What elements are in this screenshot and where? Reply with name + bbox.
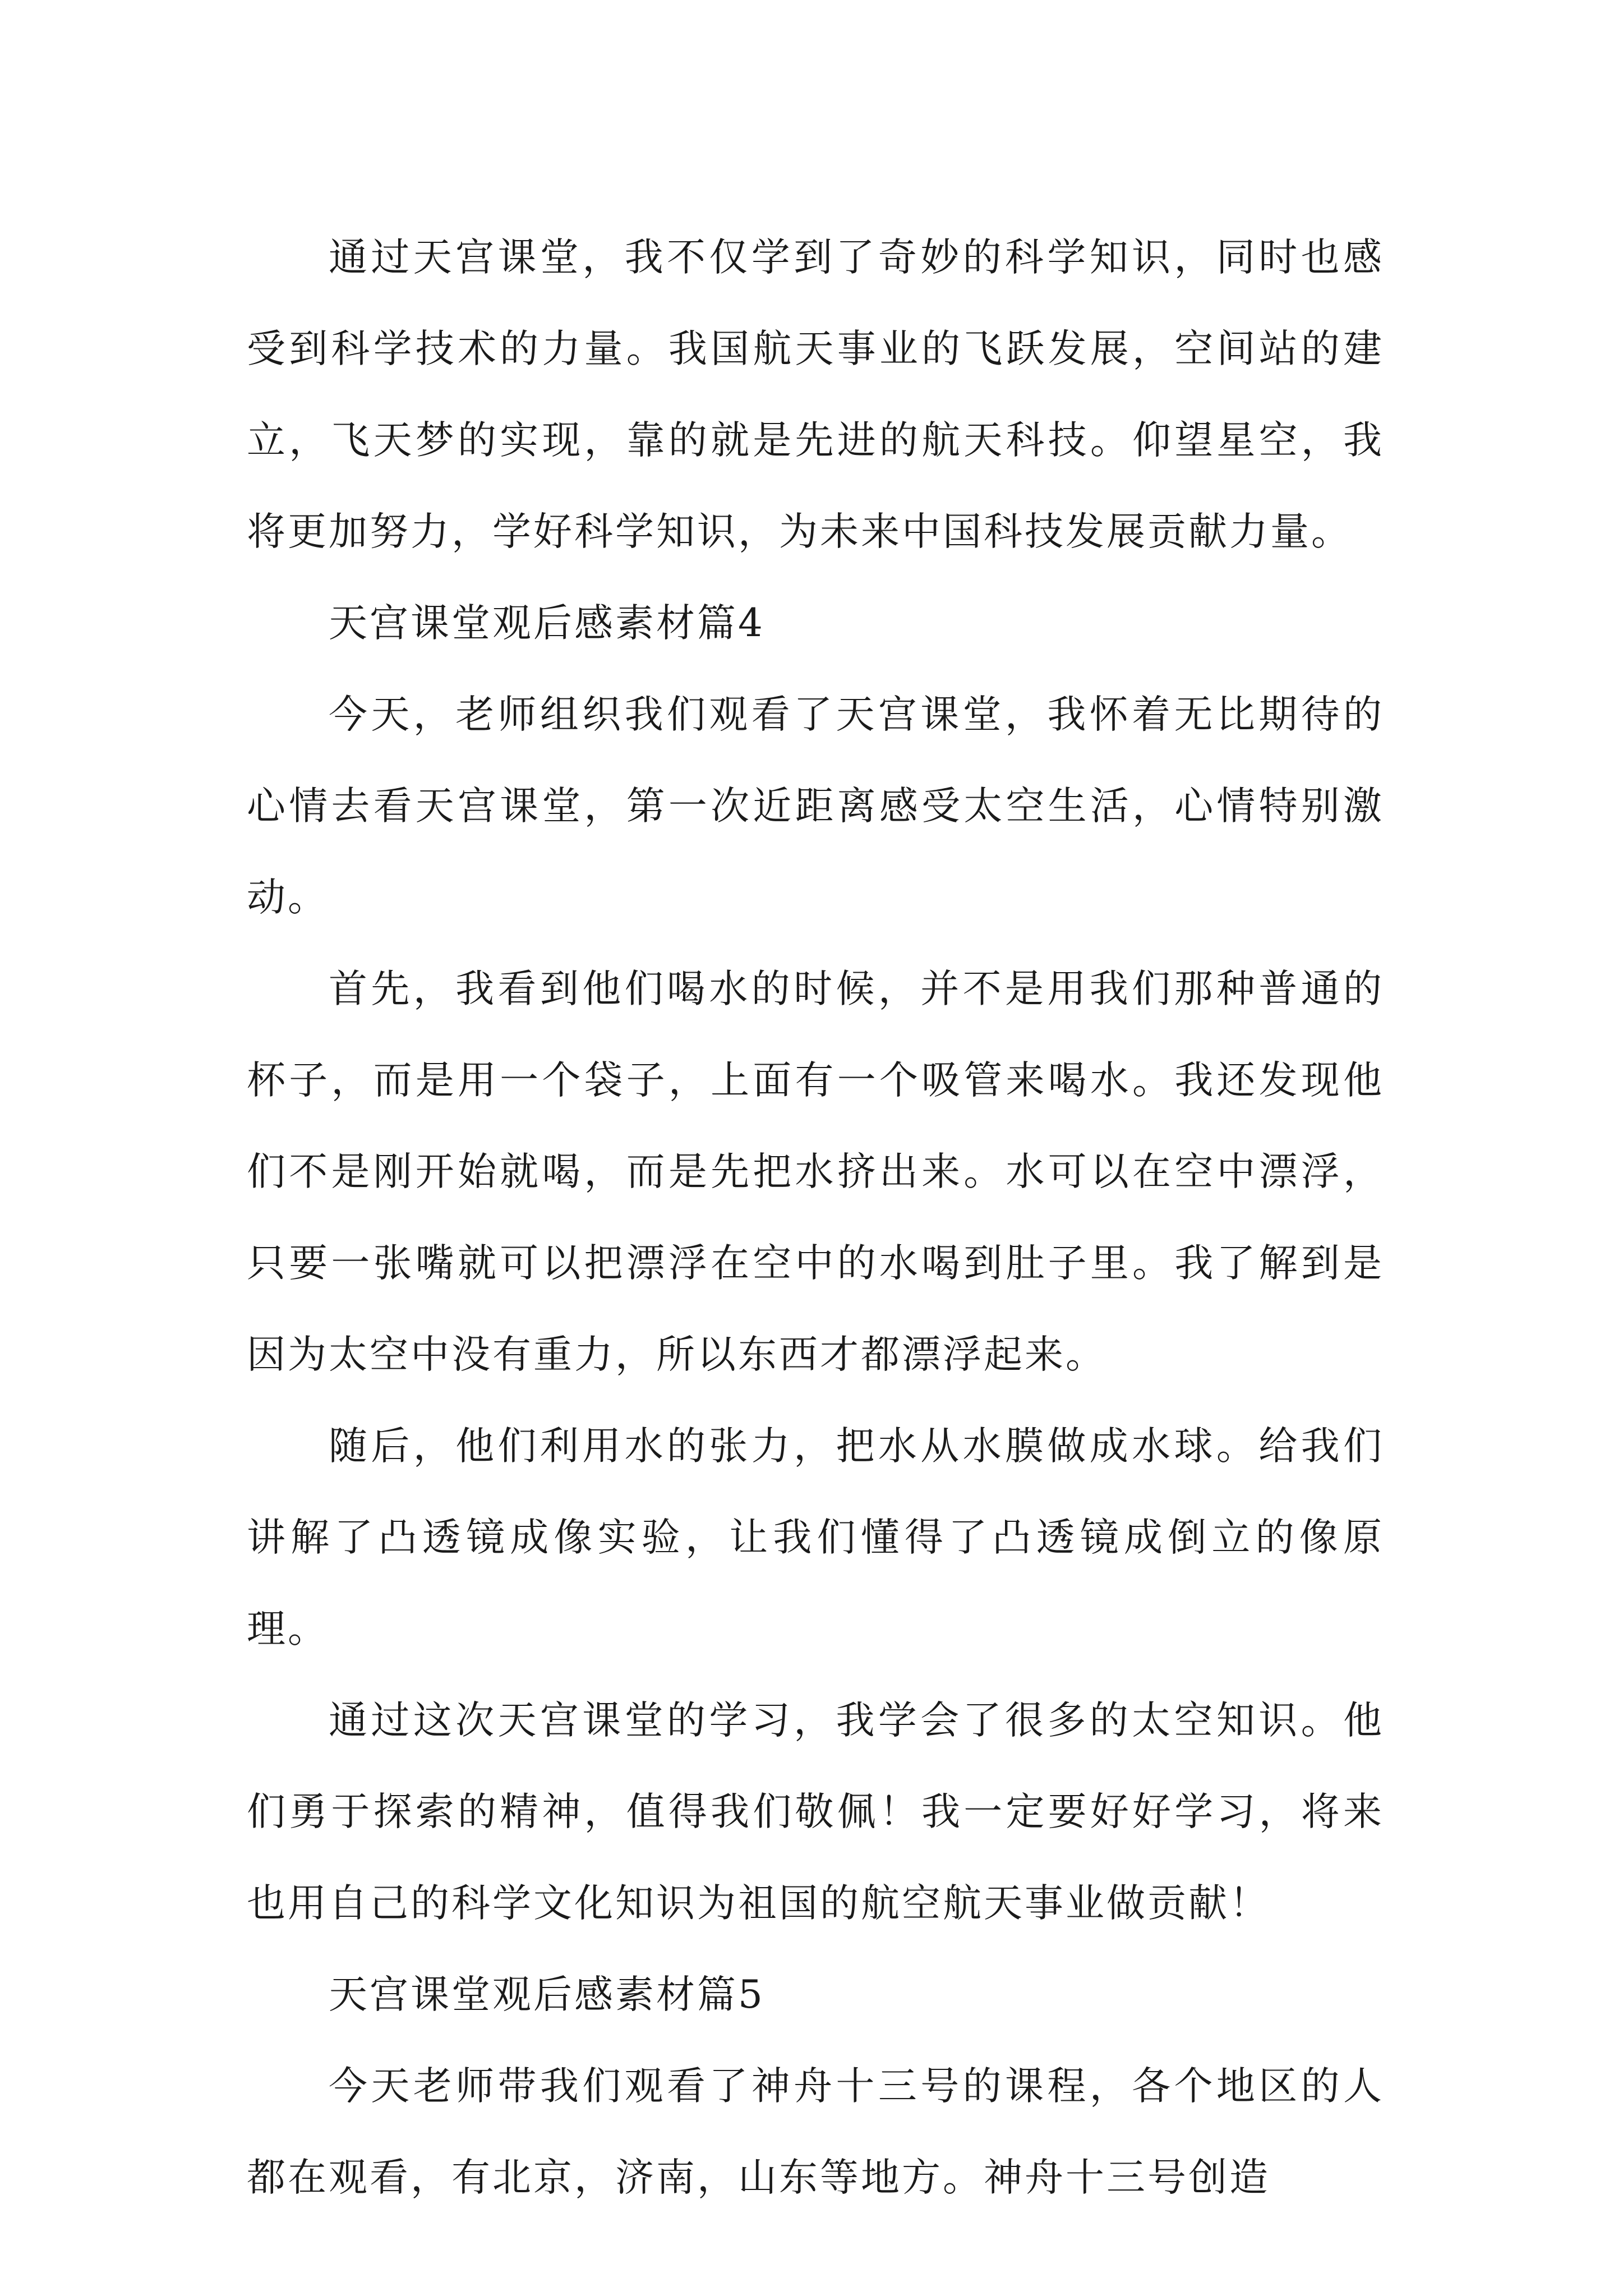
- paragraph: 首先，我看到他们喝水的时候，并不是用我们那种普通的杯子，而是用一个袋子，上面有一个吸管来喝水。我还发现他们不是刚开始就喝，而是先把水挤出来。水可以在空中漂浮，只要一张嘴就可以把漂浮在空中的水喝到肚子里。我了解到是因为太空中没有重力，所以东西才都漂浮起来。: [247, 967, 1384, 1377]
- paragraph: 随后，他们利用水的张力，把水从水膜做成水球。给我们讲解了凸透镜成像实验，让我们懂得了凸透镜成倒立的像原理。: [247, 1424, 1384, 1651]
- document-body: [247, 212, 1384, 2224]
- paragraph: 今天，老师组织我们观看了天宫课堂，我怀着无比期待的心情去看天宫课堂，第一次近距离感受太空生活，心情特别激动。: [247, 692, 1384, 920]
- paragraph: 今天老师带我们观看了神舟十三号的课程，各个地区的人都在观看，有北京，济南，山东等地方。神舟十三号创造: [247, 2064, 1384, 2200]
- paragraph: 通过这次天宫课堂的学习，我学会了很多的太空知识。他们勇于探索的精神，值得我们敬佩！我一定要好好学习，将来也用自己的科学文化知识为祖国的航空航天事业做贡献！: [247, 1698, 1384, 1926]
- section-heading: 天宫课堂观后感素材篇5: [329, 1972, 765, 2017]
- paragraph: 通过天宫课堂，我不仅学到了奇妙的科学知识，同时也感受到科学技术的力量。我国航天事业的飞跃发展，空间站的建立，飞天梦的实现，靠的就是先进的航天科技。仰望星空，我将更加努力，学好科学知识，为未来中国科技发展贡献力量。: [247, 235, 1384, 554]
- section-heading: 天宫课堂观后感素材篇4: [329, 601, 765, 646]
